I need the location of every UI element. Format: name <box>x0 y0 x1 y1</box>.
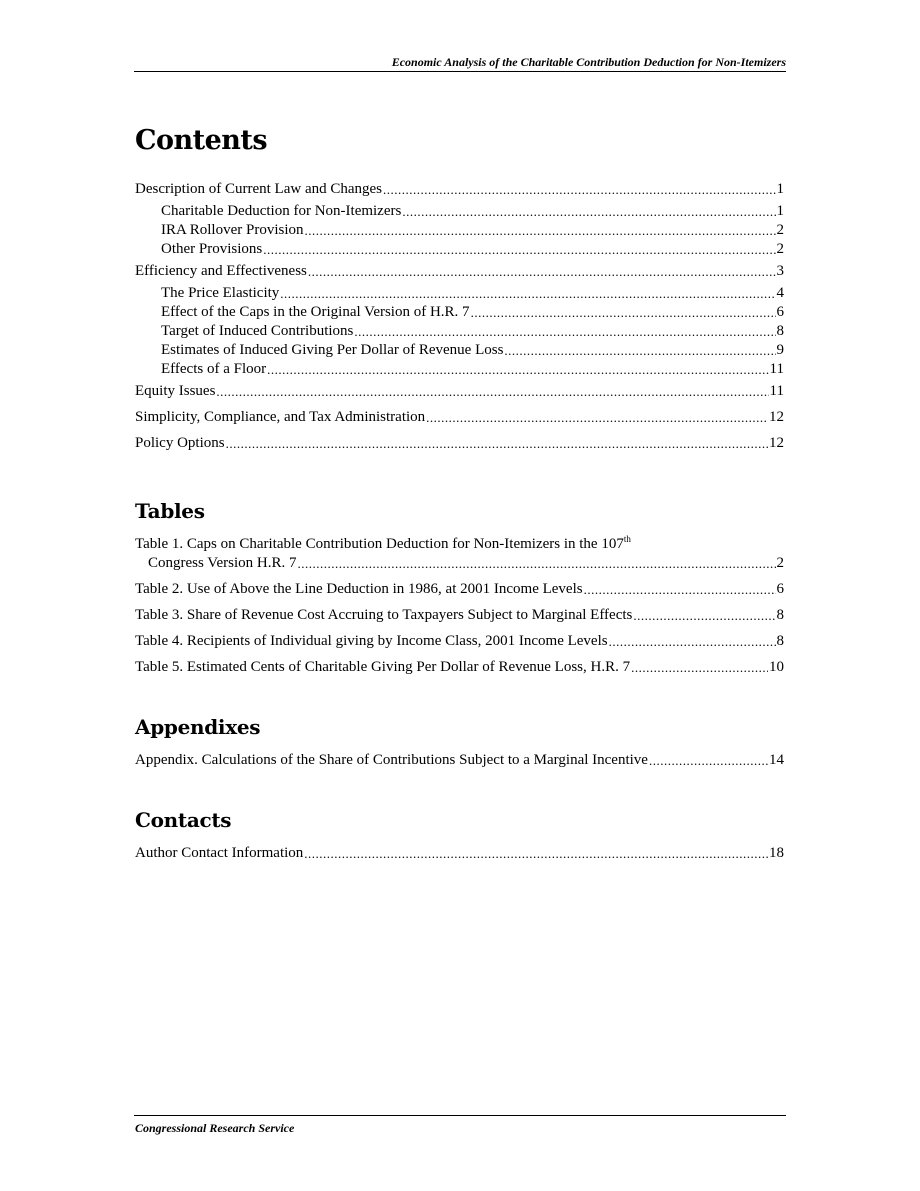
toc-entry-label: Congress Version H.R. 7 <box>148 555 297 571</box>
toc-entry-appendix[interactable] <box>135 751 784 770</box>
toc-entry-target-induced[interactable] <box>135 322 784 341</box>
dot-leader <box>631 658 768 677</box>
toc-entry-table-4[interactable] <box>135 632 784 651</box>
dot-leader <box>354 322 775 341</box>
toc-entry-page: 1 <box>776 203 784 219</box>
toc-entry-author-contact[interactable] <box>135 844 784 863</box>
toc-entry-page: 2 <box>776 555 784 571</box>
footer-text: Congressional Research Service <box>135 1121 295 1135</box>
dot-leader <box>216 382 768 401</box>
toc-entry-label: Table 2. Use of Above the Line Deduction in 1986, at 2001 Income Levels <box>135 581 583 597</box>
toc-entry-page: 11 <box>769 361 784 377</box>
toc-entry-label: Policy Options <box>135 435 225 451</box>
appendixes-section <box>135 713 784 770</box>
toc-entry-label: Simplicity, Compliance, and Tax Administration <box>135 409 426 425</box>
toc-entry-policy-options[interactable] <box>135 434 784 453</box>
toc-entry-efficiency[interactable] <box>135 262 784 281</box>
toc-entry-page: 8 <box>776 607 784 623</box>
toc-entry-simplicity[interactable] <box>135 408 784 427</box>
toc-entry-page: 3 <box>776 263 784 279</box>
toc-entry-label: Table 4. Recipients of Individual giving by Income Class, 2001 Income Levels <box>135 633 608 649</box>
toc-entry-page: 9 <box>776 342 784 358</box>
toc-entry-label: Table 5. Estimated Cents of Charitable Giving Per Dollar of Revenue Loss, H.R. 7 <box>135 659 631 675</box>
toc-entry-page: 1 <box>776 181 784 197</box>
toc-entry-label-line2 <box>135 554 784 573</box>
dot-leader <box>383 180 775 199</box>
toc-entry-label: Description of Current Law and Changes <box>135 181 383 197</box>
toc-entry-page: 8 <box>776 633 784 649</box>
dot-leader <box>426 408 768 427</box>
dot-leader <box>504 341 775 360</box>
toc-entry-table-1[interactable] <box>135 535 784 573</box>
dot-leader <box>633 606 775 625</box>
toc-entry-charitable-deduction[interactable] <box>135 202 784 221</box>
toc-entry-label: Effect of the Caps in the Original Version of H.R. 7 <box>161 304 470 320</box>
toc-entry-page: 14 <box>769 752 784 768</box>
footer-rule <box>134 1115 786 1116</box>
table-of-contents-page <box>135 121 784 863</box>
toc-entry-label: Table 3. Share of Revenue Cost Accruing to Taxpayers Subject to Marginal Effects <box>135 607 633 623</box>
toc-entry-label: Target of Induced Contributions <box>161 323 354 339</box>
toc-entry-effect-of-caps[interactable] <box>135 303 784 322</box>
dot-leader <box>308 262 776 281</box>
appendixes-title: Appendixes <box>135 715 261 739</box>
dot-leader <box>226 434 768 453</box>
toc-entry-page: 12 <box>769 409 784 425</box>
toc-entry-page: 8 <box>776 323 784 339</box>
toc-entry-label: Efficiency and Effectiveness <box>135 263 307 279</box>
toc-entry-table-3[interactable] <box>135 606 784 625</box>
dot-leader <box>304 844 768 863</box>
toc-entry-effects-floor[interactable] <box>135 360 784 379</box>
dot-leader <box>649 751 768 770</box>
toc-entry-page: 6 <box>776 304 784 320</box>
toc-entry-estimates-induced[interactable] <box>135 341 784 360</box>
dot-leader <box>297 554 775 573</box>
header-rule <box>134 71 786 72</box>
dot-leader <box>280 284 775 303</box>
toc-entry-equity-issues[interactable] <box>135 382 784 401</box>
toc-entry-page: 18 <box>769 845 784 861</box>
running-head: Economic Analysis of the Charitable Contribution Deduction for Non-Itemizers <box>391 55 786 69</box>
toc-entry-current-law[interactable] <box>135 180 784 199</box>
toc-entry-label: Estimates of Induced Giving Per Dollar of Revenue Loss <box>161 342 504 358</box>
toc-entry-label: Appendix. Calculations of the Share of Contributions Subject to a Marginal Incentive <box>135 752 648 768</box>
dot-leader <box>584 580 776 599</box>
toc-entry-label: Charitable Deduction for Non-Itemizers <box>161 203 402 219</box>
toc-entry-label: Other Provisions <box>161 241 263 257</box>
toc-entry-label-line1: Table 1. Caps on Charitable Contribution Deduction for Non-Itemizers in the 107th <box>135 534 631 552</box>
contents-list <box>135 180 784 453</box>
tables-title: Tables <box>135 499 205 523</box>
dot-leader <box>609 632 776 651</box>
toc-entry-other-provisions[interactable] <box>135 240 784 259</box>
toc-entry-page: 4 <box>776 285 784 301</box>
toc-entry-ira-rollover[interactable] <box>135 221 784 240</box>
dot-leader <box>305 221 776 240</box>
contacts-title: Contacts <box>135 808 232 832</box>
toc-entry-page: 12 <box>769 435 784 451</box>
contents-title: Contents <box>135 125 268 156</box>
toc-entry-page: 11 <box>769 383 784 399</box>
dot-leader <box>263 240 775 259</box>
toc-entry-label: IRA Rollover Provision <box>161 222 304 238</box>
toc-entry-page: 2 <box>776 241 784 257</box>
dot-leader <box>402 202 775 221</box>
toc-entry-label: The Price Elasticity <box>161 285 280 301</box>
toc-entry-page: 6 <box>776 581 784 597</box>
toc-entry-label: Effects of a Floor <box>161 361 267 377</box>
toc-entry-table-2[interactable] <box>135 580 784 599</box>
dot-leader <box>267 360 768 379</box>
toc-entry-table-5[interactable] <box>135 658 784 677</box>
toc-entry-page: 2 <box>776 222 784 238</box>
toc-entry-label: Equity Issues <box>135 383 216 399</box>
dot-leader <box>471 303 776 322</box>
toc-entry-label: Author Contact Information <box>135 845 304 861</box>
toc-entry-page: 10 <box>769 659 784 675</box>
toc-entry-price-elasticity[interactable] <box>135 284 784 303</box>
contacts-section <box>135 806 784 863</box>
tables-section <box>135 497 784 677</box>
